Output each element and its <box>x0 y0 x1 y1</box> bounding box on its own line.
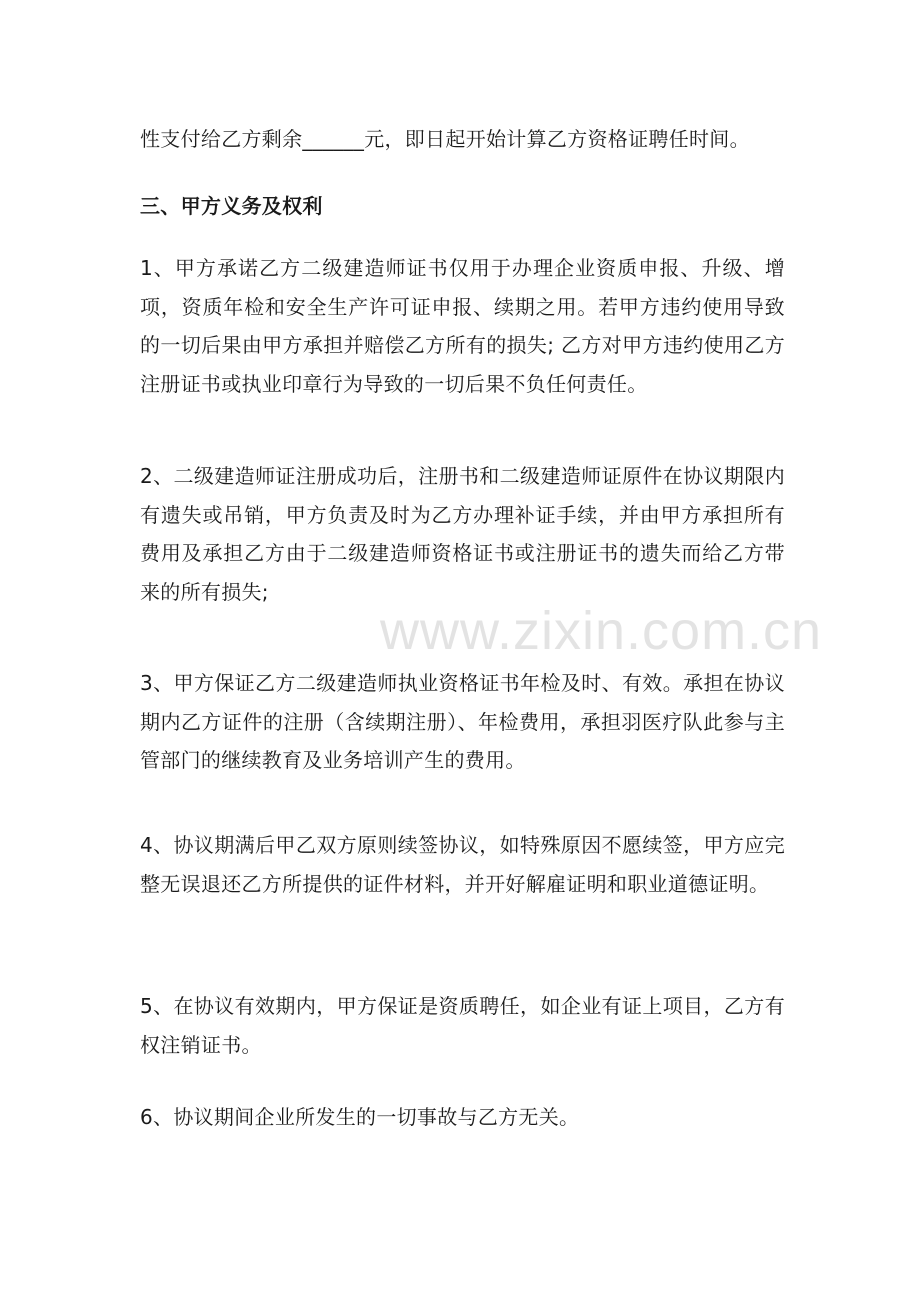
clause-3: 3、甲方保证乙方二级建造师执业资格证书年检及时、有效。承担在协议期内乙方证件的注册（含续期注册）、年检费用，承担羽医疗队此参与主管部门的继续教育及业务培训产生的费用。 <box>140 671 785 772</box>
watermark: www.zixin.com.cn <box>380 601 823 661</box>
clause-1: 1、甲方承诺乙方二级建造师证书仅用于办理企业资质申报、升级、增项，资质年检和安全生产许可证申报、续期之用。若甲方违约使用导致的一切后果由甲方承担并赔偿乙方所有的损失; 乙方对甲方违约使用乙方注册证书或执业印章行为导致的一切后果不负任何责任。 <box>140 256 785 396</box>
section-heading: 三、甲方义务及权利 <box>140 194 323 218</box>
clause-2: 2、二级建造师证注册成功后，注册书和二级建造师证原件在协议期限内有遗失或吊销，甲方负责及时为乙方办理补证手续，并由甲方承担所有费用及承担乙方由于二级建造师资格证书或注册证书的遗失而给乙方带来的所有损失; <box>140 464 785 604</box>
clause-4: 4、协议期满后甲乙双方原则续签协议，如特殊原因不愿续签，甲方应完整无误退还乙方所提供的证件材料，并开好解雇证明和职业道德证明。 <box>140 833 785 896</box>
clause-5: 5、在协议有效期内，甲方保证是资质聘任，如企业有证上项目，乙方有权注销证书。 <box>140 994 785 1057</box>
clause-6: 6、协议期间企业所发生的一切事故与乙方无关。 <box>140 1105 580 1129</box>
paragraph-payment-continuation: 性支付给乙方剩余______元，即日起开始计算乙方资格证聘任时间。 <box>140 127 750 151</box>
